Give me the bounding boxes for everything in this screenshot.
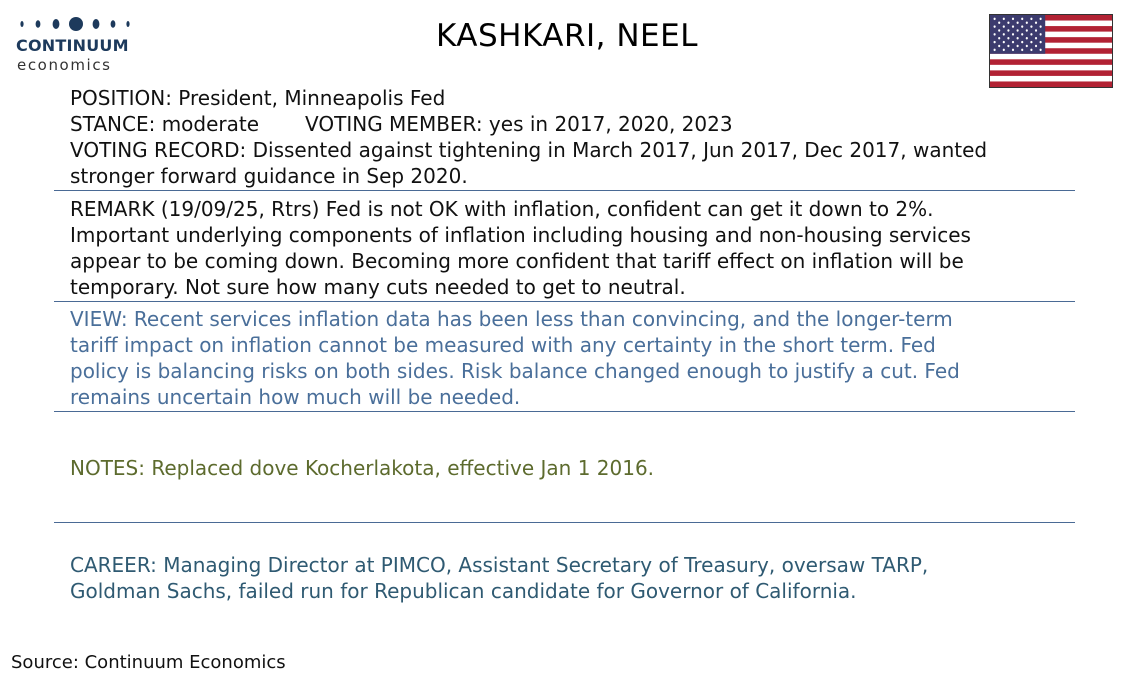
section-divider — [54, 301, 1075, 302]
profile-info — [70, 85, 1070, 189]
section-divider — [54, 522, 1075, 523]
stance-voting-line — [70, 111, 1070, 137]
stance-text: STANCE: moderate — [70, 112, 260, 136]
view-line: remains uncertain how much will be needed. — [70, 385, 521, 409]
source-note: Source: Continuum Economics — [11, 652, 286, 673]
us-flag-icon — [989, 14, 1113, 88]
section-divider — [54, 190, 1075, 191]
career-line: Goldman Sachs, failed run for Republican candidate for Governor of California. — [70, 579, 857, 603]
logo-name-line2: economics — [17, 56, 112, 74]
notes-line: NOTES: Replaced dove Kocherlakota, effective Jan 1 2016. — [70, 456, 655, 480]
view-line: VIEW: Recent services inflation data has been less than convincing, and the longer-term — [70, 307, 953, 331]
position-line: POSITION: President, Minneapolis Fed — [70, 86, 446, 110]
notes-section — [70, 455, 1070, 481]
voting-record-line: stronger forward guidance in Sep 2020. — [70, 164, 468, 188]
remark-section — [70, 196, 1070, 300]
remark-line: Important underlying components of inflation including housing and non-housing services — [70, 223, 971, 247]
page-title: KASHKARI, NEEL — [436, 18, 698, 54]
section-divider — [54, 411, 1075, 412]
career-section — [70, 552, 1070, 604]
voting-record-line: VOTING RECORD: Dissented against tightening in March 2017, Jun 2017, Dec 2017, wanted — [70, 138, 988, 162]
remark-line: temporary. Not sure how many cuts needed to get to neutral. — [70, 275, 686, 299]
remark-line: REMARK (19/09/25, Rtrs) Fed is not OK with inflation, confident can get it down to 2%. — [70, 197, 934, 221]
voting-member-text: VOTING MEMBER: yes in 2017, 2020, 2023 — [305, 112, 733, 136]
view-line: tariff impact on inflation cannot be measured with any certainty in the short term. Fed — [70, 333, 936, 357]
career-line: CAREER: Managing Director at PIMCO, Assistant Secretary of Treasury, oversaw TARP, — [70, 553, 929, 577]
view-section — [70, 306, 1070, 410]
view-line: policy is balancing risks on both sides. Risk balance changed enough to justify a cut. Fed — [70, 359, 960, 383]
remark-line: appear to be coming down. Becoming more confident that tariff effect on inflation will be — [70, 249, 964, 273]
logo-name-line1: CONTINUUM — [16, 36, 129, 55]
